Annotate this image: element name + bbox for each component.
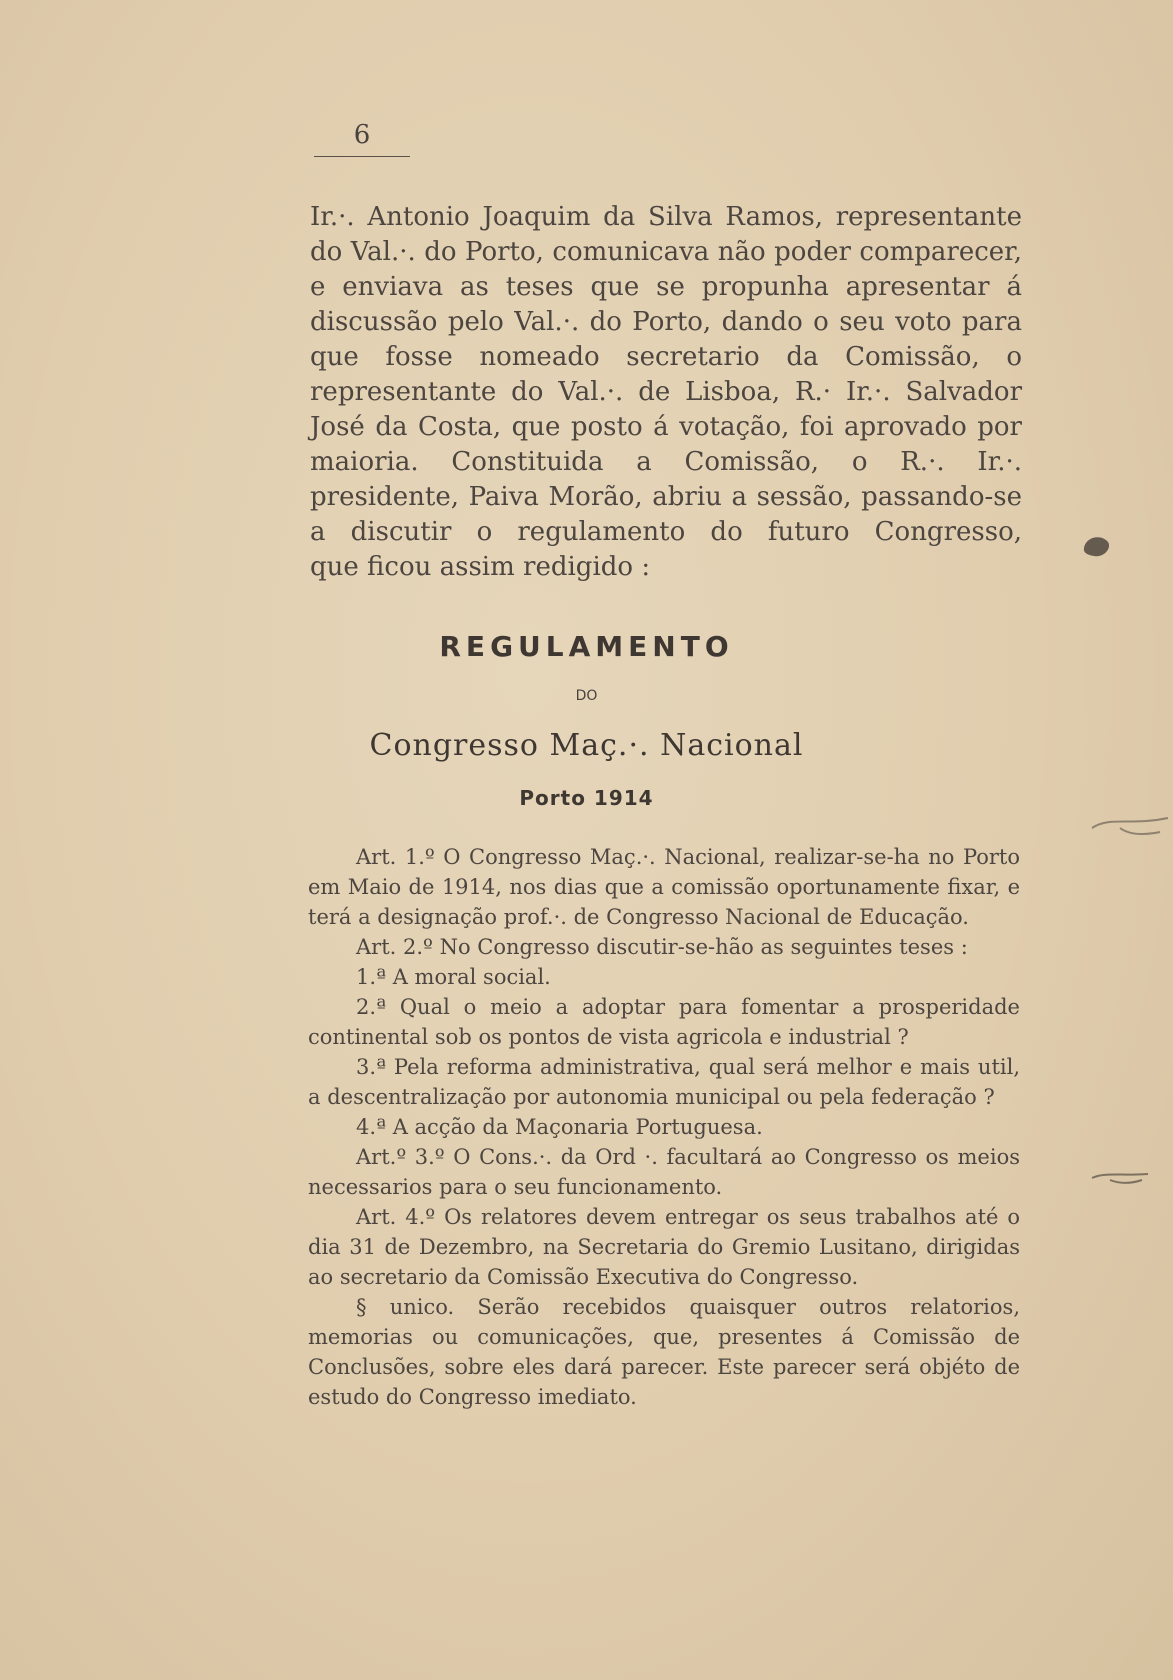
congress-place-year: Porto 1914 (519, 786, 654, 810)
title-connector: DO (575, 688, 598, 704)
congress-name: Congresso Maç.·. Nacional (369, 728, 804, 763)
thesis-2: 2.ª Qual o meio a adoptar para fomentar a prosperidade continental sob os pontos de vista agricola e industrial ? (308, 995, 1020, 1049)
thesis-4: 4.ª A acção da Maçonaria Portuguesa. (356, 1115, 763, 1139)
article-1: Art. 1.º O Congresso Maç.·. Nacional, realizar-se-ha no Porto em Maio de 1914, nos dias que a comissão oportunamente fixar, e terá a designação prof.·. de Congresso Nacional de Educação. (308, 845, 1020, 929)
page-number-rule (314, 156, 410, 157)
ink-stain-mark (1090, 1162, 1150, 1197)
ink-stain-mark (1090, 808, 1170, 853)
page-number: 6 (353, 120, 371, 150)
article-2: Art. 2.º No Congresso discutir-se-hão as seguintes teses : (356, 935, 968, 959)
articles-section (308, 842, 1020, 1412)
article-3: Art.º 3.º O Cons.·. da Ord ·. facultará ao Congresso os meios necessarios para o seu funcionamento. (308, 1145, 1020, 1199)
thesis-1: 1.ª A moral social. (356, 965, 551, 989)
ink-stain-mark (1080, 532, 1114, 567)
intro-paragraph (310, 200, 1022, 585)
regulation-title: REGULAMENTO (439, 630, 734, 663)
sole-paragraph: § unico. Serão recebidos quaisquer outros relatorios, memorias ou comunicações, que, presentes á Comissão de Conclusões, sobre eles dará parecer. Este parecer será objéto de estudo do Congresso imediato. (308, 1295, 1020, 1409)
intro-last-line: que ficou assim redigido : (310, 552, 651, 582)
article-4: Art. 4.º Os relatores devem entregar os seus trabalhos até o dia 31 de Dezembro, na Secretaria do Gremio Lusitano, dirigidas ao secretario da Comissão Executiva do Congresso. (308, 1205, 1020, 1289)
intro-text: Ir.·. Antonio Joaquim da Silva Ramos, representante do Val.·. do Porto, comunicava não poder comparecer, e enviava as teses que se propunha apresentar á discussão pelo Val.·. do Porto, dando o seu voto para que fosse nomeado secretario da Comissão, o representante do Val.·. de Lisboa, R.· Ir.·. Salvador José da Costa, que posto á votação, foi aprovado por maioria. Constituida a Comissão, o R.·. Ir.·. presidente, Paiva Morão, abriu a sessão, passando-se a discutir o regulamento do futuro Congresso, (310, 202, 1022, 547)
thesis-3: 3.ª Pela reforma administrativa, qual será melhor e mais util, a descentralização por autonomia municipal ou pela federação ? (308, 1055, 1020, 1109)
